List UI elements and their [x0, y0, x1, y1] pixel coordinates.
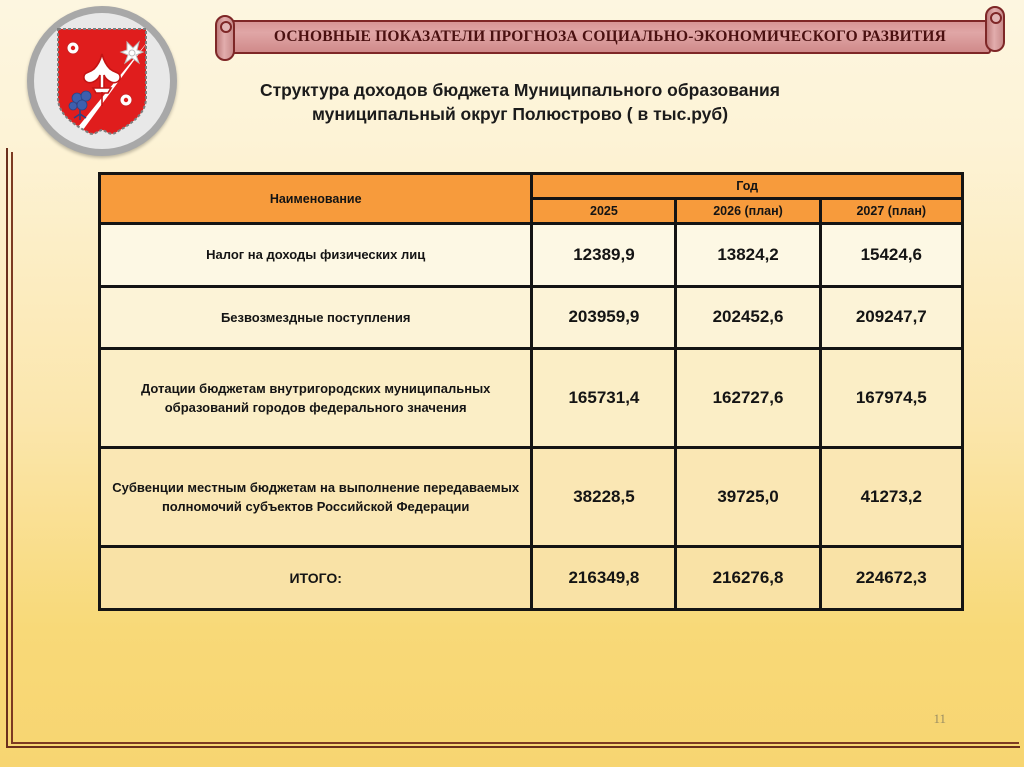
row-label: Безвозмездные поступления — [100, 286, 532, 349]
banner-curl-right-dot — [990, 12, 1002, 24]
cell-2027: 15424,6 — [820, 224, 962, 287]
page-title-line2: муниципальный округ Полюстрово ( в тыс.руб) — [311, 104, 729, 124]
table-row — [100, 349, 963, 448]
row-label: Налог на доходы физических лиц — [100, 224, 532, 287]
cell-2025: 12389,9 — [532, 224, 676, 287]
table-row — [100, 448, 963, 547]
cell-total-2027: 224672,3 — [820, 547, 962, 610]
row-label: Субвенции местным бюджетам на выполнение передаваемых полномочий субъектов Российской Федерации — [100, 448, 532, 547]
table-row — [100, 224, 963, 287]
banner-curl-right-icon — [985, 6, 1005, 52]
cell-2026: 13824,2 — [676, 224, 820, 287]
banner-title: ОСНОВНЫЕ ПОКАЗАТЕЛИ ПРОГНОЗА СОЦИАЛЬНО-ЭКОНОМИЧЕСКОГО РАЗВИТИЯ — [273, 28, 947, 45]
coat-of-arms-icon — [55, 26, 149, 138]
column-header-year-group: Год — [532, 174, 963, 199]
row-label: Дотации бюджетам внутригородских муниципальных образований городов федерального значения — [100, 349, 532, 448]
column-header-year-2025: 2025 — [532, 199, 676, 224]
cell-total-2026: 216276,8 — [676, 547, 820, 610]
cell-2025: 165731,4 — [532, 349, 676, 448]
page-number: 11 — [933, 711, 946, 726]
cell-2025: 203959,9 — [532, 286, 676, 349]
column-header-year-2026: 2026 (план) — [676, 199, 820, 224]
banner-curl-left-icon — [215, 15, 235, 61]
cell-2026: 202452,6 — [676, 286, 820, 349]
coat-of-arms-emblem — [27, 6, 177, 156]
table-row — [100, 286, 963, 349]
page-title — [180, 78, 860, 126]
cell-2027: 209247,7 — [820, 286, 962, 349]
banner-body — [229, 20, 991, 54]
table-header — [100, 174, 963, 224]
page-title-line1: Структура доходов бюджета Муниципального образования — [259, 80, 781, 100]
header-scroll-banner — [215, 20, 1005, 54]
cell-2027: 41273,2 — [820, 448, 962, 547]
budget-table-container — [98, 172, 964, 611]
table-row-total — [100, 547, 963, 610]
cell-2026: 162727,6 — [676, 349, 820, 448]
column-header-name: Наименование — [100, 174, 532, 224]
cell-total-2025: 216349,8 — [532, 547, 676, 610]
cell-2025: 38228,5 — [532, 448, 676, 547]
table-body — [100, 224, 963, 610]
column-header-year-2027: 2027 (план) — [820, 199, 962, 224]
banner-curl-left-dot — [220, 21, 232, 33]
table-header-row-1 — [100, 174, 963, 199]
row-label-total: ИТОГО: — [100, 547, 532, 610]
budget-table — [98, 172, 964, 611]
cell-2026: 39725,0 — [676, 448, 820, 547]
cell-2027: 167974,5 — [820, 349, 962, 448]
